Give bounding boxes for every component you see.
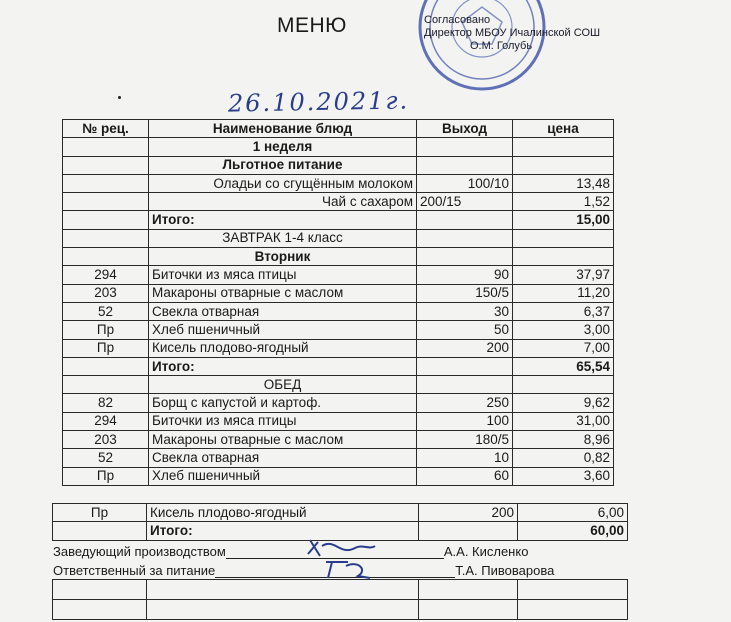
table-row: 52 Свекла отварная 30 6,37: [63, 302, 614, 320]
table-header: № рец. Наименование блюд Выход цена: [63, 120, 614, 138]
table-row: Пр Кисель плодово-ягодный 200 7,00: [63, 339, 614, 357]
table-row: Чай с сахаром 200/15 1,52: [63, 193, 614, 211]
table-row: 52 Свекла отварная 10 0,82: [63, 449, 614, 467]
table-row: 82 Борщ с капустой и картоф. 250 9,62: [63, 394, 614, 412]
handwritten-date: 26.10.2021г.: [227, 86, 410, 118]
table-row: Пр Кисель плодово-ягодный 200 6,00: [53, 504, 628, 522]
ink-dot: [118, 96, 121, 99]
table-row: Оладьи со сгущённым молоком 100/10 13,48: [63, 174, 614, 192]
day-row: Вторник: [63, 248, 614, 266]
stamp-text: Согласовано Директор МБОУ Ичалинской СОШ О.М. Голубь: [424, 14, 601, 52]
signature-line-nutrition: Ответственный за питание Т.А. Пивоварова: [53, 563, 555, 578]
program-row: Льготное питание: [63, 156, 614, 174]
table-row: Пр Хлеб пшеничный 60 3,60: [63, 467, 614, 485]
week-row: 1 неделя: [63, 138, 614, 156]
blank-table: [52, 579, 628, 620]
menu-table: [62, 119, 614, 486]
table-row: 294 Биточки из мяса птицы 100 31,00: [63, 412, 614, 430]
total-row: Итого: 65,54: [63, 357, 614, 375]
total-row: Итого: 60,00: [53, 522, 628, 540]
page-title: МЕНЮ: [277, 14, 347, 37]
signature-line-production: Заведующий производством А.А. Кисленко: [53, 544, 529, 559]
table-row: Пр Хлеб пшеничный 50 3,00: [63, 321, 614, 339]
table-row: 203 Макароны отварные с маслом 150/5 11,20: [63, 284, 614, 302]
total-row: Итого: 15,00: [63, 211, 614, 229]
section-row: ЗАВТРАК 1-4 класс: [63, 229, 614, 247]
section-row: ОБЕД: [63, 376, 614, 394]
table-row: 294 Биточки из мяса птицы 90 37,97: [63, 266, 614, 284]
table-row: 203 Макароны отварные с маслом 180/5 8,96: [63, 431, 614, 449]
